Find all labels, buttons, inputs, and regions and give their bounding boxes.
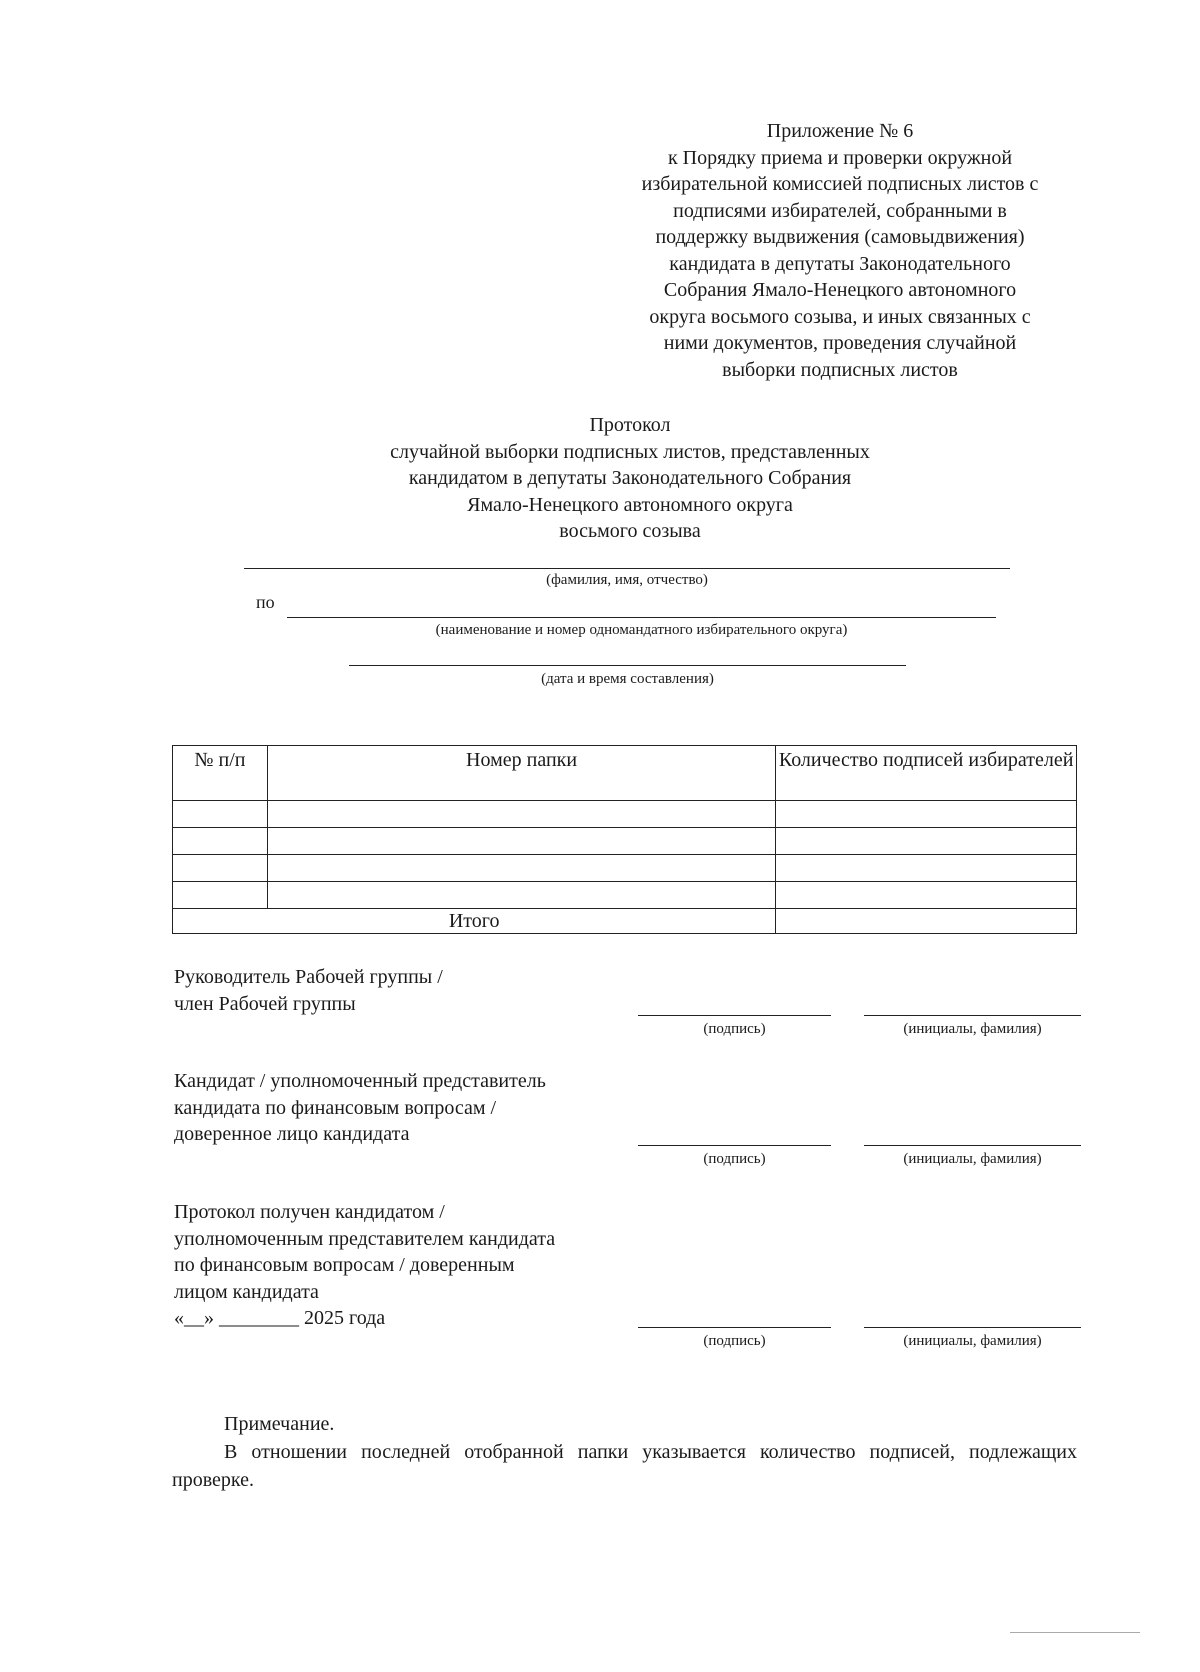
table-cell[interactable] xyxy=(267,855,775,882)
table-cell[interactable] xyxy=(173,882,268,909)
appendix-line: округа восьмого созыва, и иных связанных с xyxy=(649,305,1031,328)
scan-artifact-line xyxy=(1010,1632,1140,1633)
appendix-line: к Порядку приема и проверки окружной xyxy=(667,146,1013,169)
signature-date-line: «__» ________ 2025 года xyxy=(174,1307,386,1329)
table-total-row xyxy=(173,909,1077,934)
signature-label-line: Руководитель Рабочей группы / xyxy=(174,966,443,988)
district-line xyxy=(287,617,996,618)
document-title xyxy=(300,412,960,545)
title-line: восьмого созыва xyxy=(559,520,701,542)
appendix-line: ними документов, проведения случайной xyxy=(663,332,1017,354)
signature-label-line: кандидата по финансовым вопросам / xyxy=(174,1096,497,1119)
header-number: № п/п xyxy=(173,746,268,801)
signature-label-line: уполномоченным представителем кандидата xyxy=(174,1227,556,1250)
appendix-header xyxy=(600,118,1080,383)
appendix-line: Приложение № 6 xyxy=(766,120,914,142)
signature-caption: (подпись) xyxy=(703,1021,766,1037)
signature-line xyxy=(638,1327,831,1328)
table-cell[interactable] xyxy=(267,801,775,828)
appendix-line: подписями избирателей, собранными в xyxy=(673,199,1007,222)
appendix-line: поддержку выдвижения (самовыдвижения) xyxy=(655,226,1025,248)
signature-label-candidate xyxy=(174,1068,546,1148)
date-caption: (дата и время составления) xyxy=(541,671,714,687)
appendix-line: Собрания Ямало-Ненецкого автономного xyxy=(663,279,1017,301)
header-signatures: Количество подписей избирателей xyxy=(776,746,1077,801)
table-cell[interactable] xyxy=(173,855,268,882)
signature-line xyxy=(638,1015,831,1016)
fio-caption: (фамилия, имя, отчество) xyxy=(546,572,708,588)
total-value[interactable] xyxy=(776,909,1077,934)
selection-table xyxy=(172,745,1077,934)
table-row xyxy=(173,855,1077,882)
po-label: по xyxy=(256,592,275,612)
header-folder: Номер папки xyxy=(267,746,775,801)
fio-line xyxy=(244,568,1010,569)
title-line: кандидатом в депутаты Законодательного Собрания xyxy=(408,467,852,489)
table-cell[interactable] xyxy=(267,882,775,909)
table-cell[interactable] xyxy=(776,801,1077,828)
table-cell[interactable] xyxy=(267,828,775,855)
table-header-row xyxy=(173,746,1077,801)
signature-caption: (подпись) xyxy=(703,1151,766,1167)
table-cell[interactable] xyxy=(776,882,1077,909)
table-cell[interactable] xyxy=(173,801,268,828)
name-caption: (инициалы, фамилия) xyxy=(903,1021,1042,1037)
name-caption: (инициалы, фамилия) xyxy=(903,1333,1042,1349)
table-cell[interactable] xyxy=(173,828,268,855)
name-caption: (инициалы, фамилия) xyxy=(903,1151,1042,1167)
name-line xyxy=(864,1015,1081,1016)
table-row xyxy=(173,828,1077,855)
signature-label-line: член Рабочей группы xyxy=(174,992,356,1015)
title-line: случайной выборки подписных листов, представленных xyxy=(390,440,870,463)
signature-label-line: лицом кандидата xyxy=(174,1280,319,1303)
table-row xyxy=(173,882,1077,909)
appendix-line: избирательной комиссией подписных листов с xyxy=(641,173,1039,195)
title-line: Протокол xyxy=(589,414,671,436)
appendix-line: выборки подписных листов xyxy=(722,358,958,381)
appendix-line: кандидата в депутаты Законодательного xyxy=(669,252,1011,275)
signature-label-line: доверенное лицо кандидата xyxy=(174,1123,410,1145)
name-line xyxy=(864,1145,1081,1146)
table-cell[interactable] xyxy=(776,828,1077,855)
district-caption: (наименование и номер одномандатного избирательного округа) xyxy=(435,622,848,638)
signature-label-received xyxy=(174,1199,555,1332)
table-row xyxy=(173,801,1077,828)
note-text: В отношении последней отобранной папки указывается количество подписей, подлежащих проверке. xyxy=(172,1441,1077,1491)
total-label: Итого xyxy=(173,909,776,934)
title-line: Ямало-Ненецкого автономного округа xyxy=(467,493,793,516)
signature-line xyxy=(638,1145,831,1146)
table-cell[interactable] xyxy=(776,855,1077,882)
name-line xyxy=(864,1327,1081,1328)
date-line xyxy=(349,665,906,666)
note-block xyxy=(172,1410,1077,1494)
signature-label-line: по финансовым вопросам / доверенным xyxy=(174,1254,515,1276)
signature-label-line: Протокол получен кандидатом / xyxy=(174,1201,445,1223)
signature-label-line: Кандидат / уполномоченный представитель xyxy=(174,1070,546,1092)
note-title: Примечание. xyxy=(224,1413,335,1435)
signature-caption: (подпись) xyxy=(703,1333,766,1349)
signature-label-working-group xyxy=(174,964,443,1017)
